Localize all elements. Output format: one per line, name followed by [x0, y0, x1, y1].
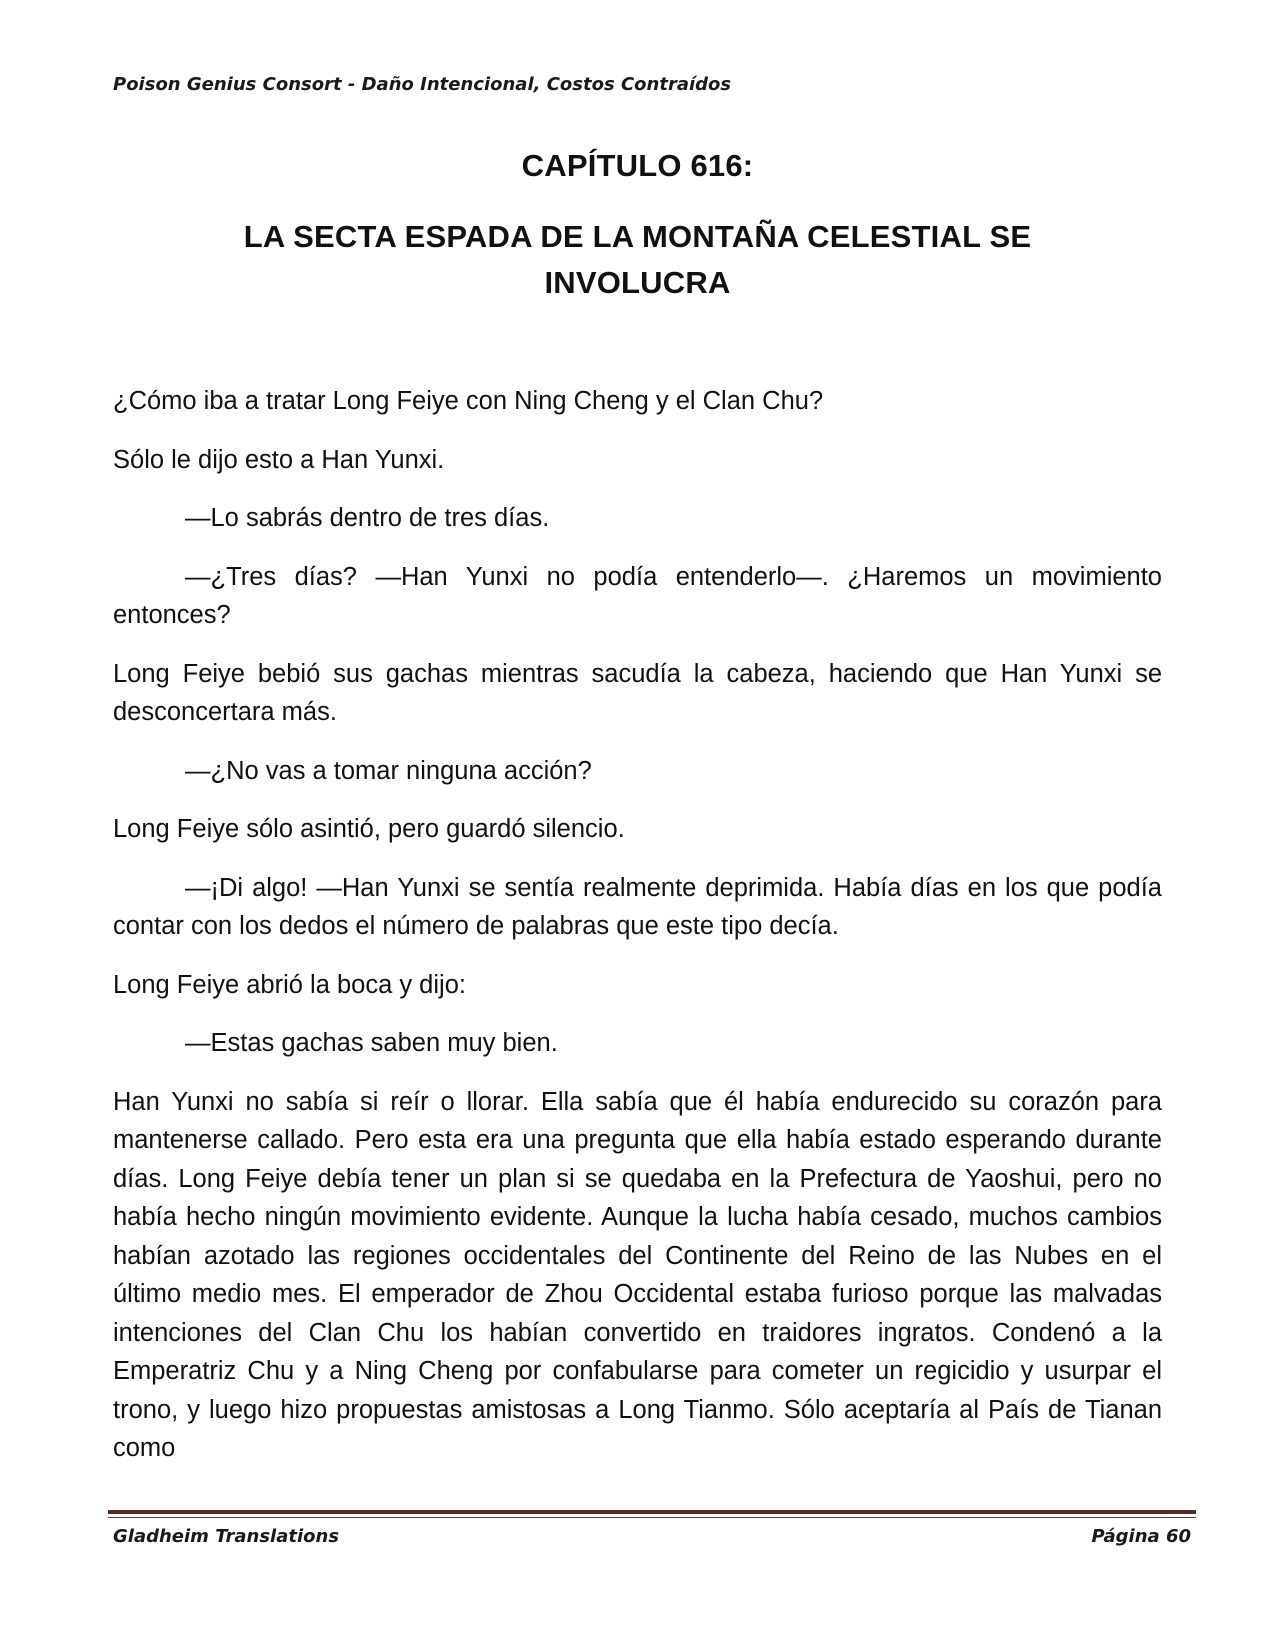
paragraph: Long Feiye abrió la boca y dijo: — [113, 970, 466, 999]
paragraph: Long Feiye sólo asintió, pero guardó silencio. — [113, 815, 625, 843]
dialogue-paragraph: —¿No vas a tomar ninguna acción? — [185, 756, 592, 785]
dialogue-paragraph: —¿Tres días? —Han Yunxi no podía entenderlo—. ¿Haremos un movimiento entonces? — [113, 562, 1162, 629]
chapter-body — [113, 382, 1162, 1488]
dialogue-paragraph: —¡Di algo! —Han Yunxi se sentía realmente deprimida. Había días en los que podía contar con los dedos el número de palabras que este tipo decía. — [113, 873, 1162, 940]
paragraph: Sólo le dijo esto a Han Yunxi. — [113, 445, 445, 474]
chapter-title: LA SECTA ESPADA DE LA MONTAÑA CELESTIAL SE INVOLUCRA — [243, 219, 1032, 300]
footer-divider-thin — [108, 1517, 1196, 1518]
page-footer — [108, 1510, 1196, 1547]
chapter-number: CAPÍTULO 616: — [521, 148, 754, 183]
running-header: Poison Genius Consort - Daño Intencional, Costos Contraídos — [113, 74, 732, 95]
page-number: Página 60 — [1091, 1526, 1191, 1547]
paragraph: Han Yunxi no sabía si reír o llorar. Ella sabía que él había endurecido su corazón para mantenerse callado. Pero esta era una pregunta que ella había estado esperando durante días. Long Feiye debía tener un plan si se quedaba en la Prefectura de Yaoshui, pero no había hecho ningún movimiento evidente. Aunque la lucha había cesado, muchos cambios habían azotado las regiones occidentales del Continente del Reino de las Nubes en el último medio mes. El emperador de Zhou Occidental estaba furioso porque las malvadas intenciones del Clan Chu los habían convertido en traidores ingratos. Condenó a la Emperatriz Chu y a Ning Cheng por confabularse para cometer un regicidio y usurpar el trono, y luego hizo propuestas amistosas a Long Tianmo. Sólo aceptaría al País de Tianan como — [113, 1087, 1162, 1462]
paragraph: Long Feiye bebió sus gachas mientras sacudía la cabeza, haciendo que Han Yunxi se desconcertara más. — [113, 659, 1162, 726]
dialogue-paragraph: —Lo sabrás dentro de tres días. — [185, 504, 550, 532]
dialogue-paragraph: —Estas gachas saben muy bien. — [185, 1029, 558, 1057]
footer-divider — [108, 1510, 1196, 1514]
paragraph: ¿Cómo iba a tratar Long Feiye con Ning Cheng y el Clan Chu? — [113, 387, 824, 415]
translator-credit: Gladheim Translations — [113, 1526, 340, 1547]
footer-row — [108, 1526, 1196, 1547]
